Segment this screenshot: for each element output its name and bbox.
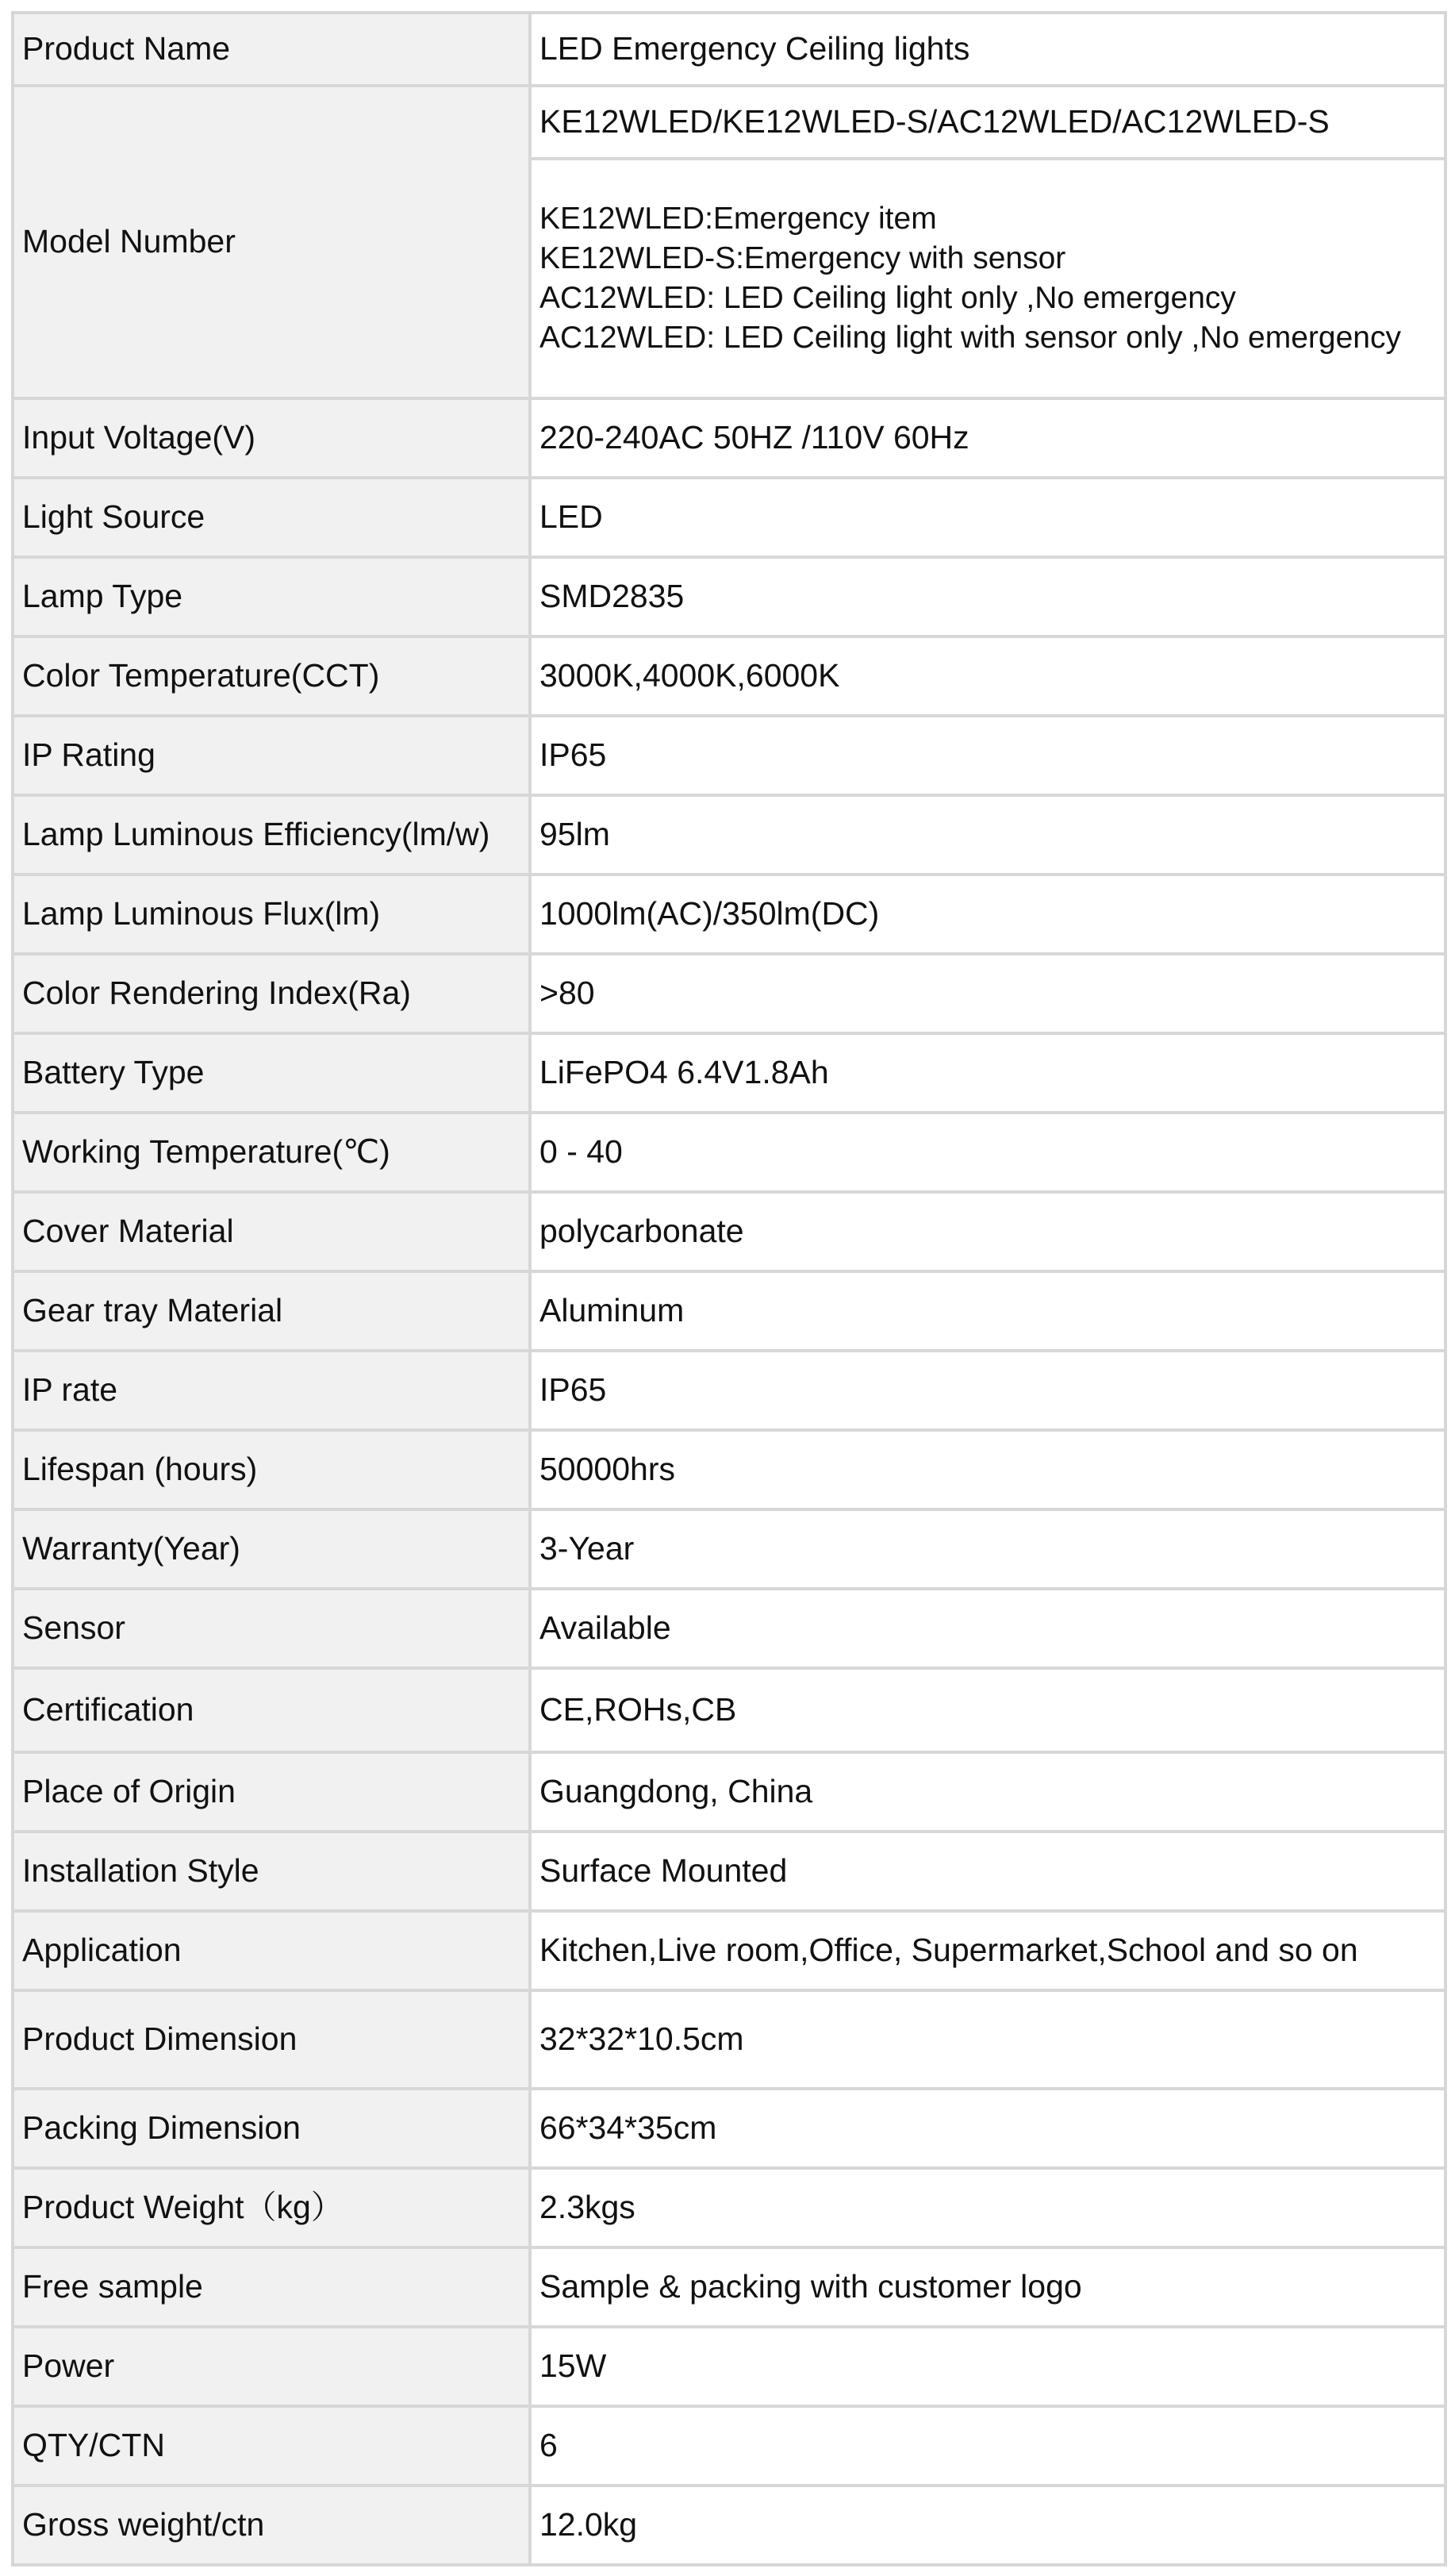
spec-label: Product Name bbox=[13, 13, 530, 86]
spec-label: Installation Style bbox=[13, 1832, 530, 1911]
spec-label: Gross weight/ctn bbox=[13, 2486, 530, 2565]
spec-row bbox=[13, 478, 1445, 557]
spec-row bbox=[13, 1668, 1445, 1752]
spec-value: Surface Mounted bbox=[530, 1832, 1445, 1911]
spec-label: QTY/CTN bbox=[13, 2406, 530, 2486]
spec-label: Gear tray Material bbox=[13, 1271, 530, 1351]
model-description-line: KE12WLED-S:Emergency with sensor bbox=[539, 241, 1066, 276]
spec-label: IP Rating bbox=[13, 716, 530, 795]
spec-label: Battery Type bbox=[13, 1033, 530, 1113]
spec-row bbox=[13, 2247, 1445, 2327]
spec-label: Lamp Luminous Efficiency(lm/w) bbox=[13, 795, 530, 875]
spec-value-models: KE12WLED/KE12WLED-S/AC12WLED/AC12WLED-S bbox=[530, 86, 1445, 159]
spec-row bbox=[13, 1752, 1445, 1832]
spec-value: LED Emergency Ceiling lights bbox=[530, 13, 1445, 86]
spec-label: Free sample bbox=[13, 2247, 530, 2327]
spec-label: Product Dimension bbox=[13, 1990, 530, 2089]
spec-label: Working Temperature(℃) bbox=[13, 1113, 530, 1192]
spec-label: Packing Dimension bbox=[13, 2089, 530, 2168]
spec-label: Cover Material bbox=[13, 1192, 530, 1271]
spec-label: Certification bbox=[13, 1668, 530, 1752]
model-description-line: KE12WLED:Emergency item bbox=[539, 202, 937, 236]
spec-value: Kitchen,Live room,Office, Supermarket,School and so on bbox=[530, 1911, 1445, 1990]
spec-row bbox=[13, 2327, 1445, 2406]
spec-label: Product Weight（kg） bbox=[13, 2168, 530, 2247]
spec-row bbox=[13, 1990, 1445, 2089]
spec-row bbox=[13, 795, 1445, 875]
spec-row-product-name bbox=[13, 13, 1445, 86]
spec-value: 220-240AC 50HZ /110V 60Hz bbox=[530, 398, 1445, 478]
spec-value: 12.0kg bbox=[530, 2486, 1445, 2565]
spec-label: Sensor bbox=[13, 1589, 530, 1668]
spec-row bbox=[13, 1351, 1445, 1430]
spec-value: CE,ROHs,CB bbox=[530, 1668, 1445, 1752]
spec-value: 2.3kgs bbox=[530, 2168, 1445, 2247]
spec-row bbox=[13, 875, 1445, 954]
spec-value: 0 - 40 bbox=[530, 1113, 1445, 1192]
spec-value: 3-Year bbox=[530, 1509, 1445, 1589]
spec-label: Warranty(Year) bbox=[13, 1509, 530, 1589]
spec-row bbox=[13, 1192, 1445, 1271]
spec-label: Color Temperature(CCT) bbox=[13, 636, 530, 716]
spec-label: Power bbox=[13, 2327, 530, 2406]
spec-value: 1000lm(AC)/350lm(DC) bbox=[530, 875, 1445, 954]
spec-label: Lamp Luminous Flux(lm) bbox=[13, 875, 530, 954]
spec-value: 6 bbox=[530, 2406, 1445, 2486]
spec-label: Lamp Type bbox=[13, 557, 530, 636]
model-description-line: AC12WLED: LED Ceiling light only ,No emergency bbox=[539, 281, 1236, 315]
spec-label: Color Rendering Index(Ra) bbox=[13, 954, 530, 1033]
spec-value: 3000K,4000K,6000K bbox=[530, 636, 1445, 716]
spec-row bbox=[13, 1832, 1445, 1911]
spec-row bbox=[13, 398, 1445, 478]
spec-row bbox=[13, 1033, 1445, 1113]
model-description-line: AC12WLED: LED Ceiling light with sensor only ,No emergency bbox=[539, 320, 1401, 355]
spec-label: Application bbox=[13, 1911, 530, 1990]
spec-row bbox=[13, 716, 1445, 795]
spec-row bbox=[13, 1113, 1445, 1192]
spec-label: Model Number bbox=[13, 86, 530, 398]
spec-value: IP65 bbox=[530, 1351, 1445, 1430]
spec-value: 15W bbox=[530, 2327, 1445, 2406]
spec-value: polycarbonate bbox=[530, 1192, 1445, 1271]
spec-value: SMD2835 bbox=[530, 557, 1445, 636]
spec-row bbox=[13, 636, 1445, 716]
spec-row-model-number bbox=[13, 86, 1445, 159]
spec-row bbox=[13, 1589, 1445, 1668]
spec-row bbox=[13, 1271, 1445, 1351]
spec-value: Available bbox=[530, 1589, 1445, 1668]
spec-label: Light Source bbox=[13, 478, 530, 557]
spec-value: IP65 bbox=[530, 716, 1445, 795]
model-description-list bbox=[539, 199, 1444, 358]
spec-row bbox=[13, 557, 1445, 636]
spec-value: Guangdong, China bbox=[530, 1752, 1445, 1832]
spec-value: LED bbox=[530, 478, 1445, 557]
spec-label: Place of Origin bbox=[13, 1752, 530, 1832]
spec-value: 95lm bbox=[530, 795, 1445, 875]
spec-value: Sample & packing with customer logo bbox=[530, 2247, 1445, 2327]
spec-row bbox=[13, 954, 1445, 1033]
spec-row bbox=[13, 2168, 1445, 2247]
spec-value: 66*34*35cm bbox=[530, 2089, 1445, 2168]
spec-table-container bbox=[11, 11, 1444, 2566]
spec-row bbox=[13, 1430, 1445, 1509]
spec-row bbox=[13, 2486, 1445, 2565]
spec-label: IP rate bbox=[13, 1351, 530, 1430]
spec-value-model-descriptions bbox=[530, 159, 1445, 398]
spec-label: Input Voltage(V) bbox=[13, 398, 530, 478]
spec-row bbox=[13, 2089, 1445, 2168]
spec-value: LiFePO4 6.4V1.8Ah bbox=[530, 1033, 1445, 1113]
spec-value: 32*32*10.5cm bbox=[530, 1990, 1445, 2089]
spec-table bbox=[11, 11, 1447, 2566]
spec-row bbox=[13, 1911, 1445, 1990]
spec-row bbox=[13, 2406, 1445, 2486]
spec-value: 50000hrs bbox=[530, 1430, 1445, 1509]
spec-label: Lifespan (hours) bbox=[13, 1430, 530, 1509]
spec-value: Aluminum bbox=[530, 1271, 1445, 1351]
spec-value: >80 bbox=[530, 954, 1445, 1033]
spec-row bbox=[13, 1509, 1445, 1589]
